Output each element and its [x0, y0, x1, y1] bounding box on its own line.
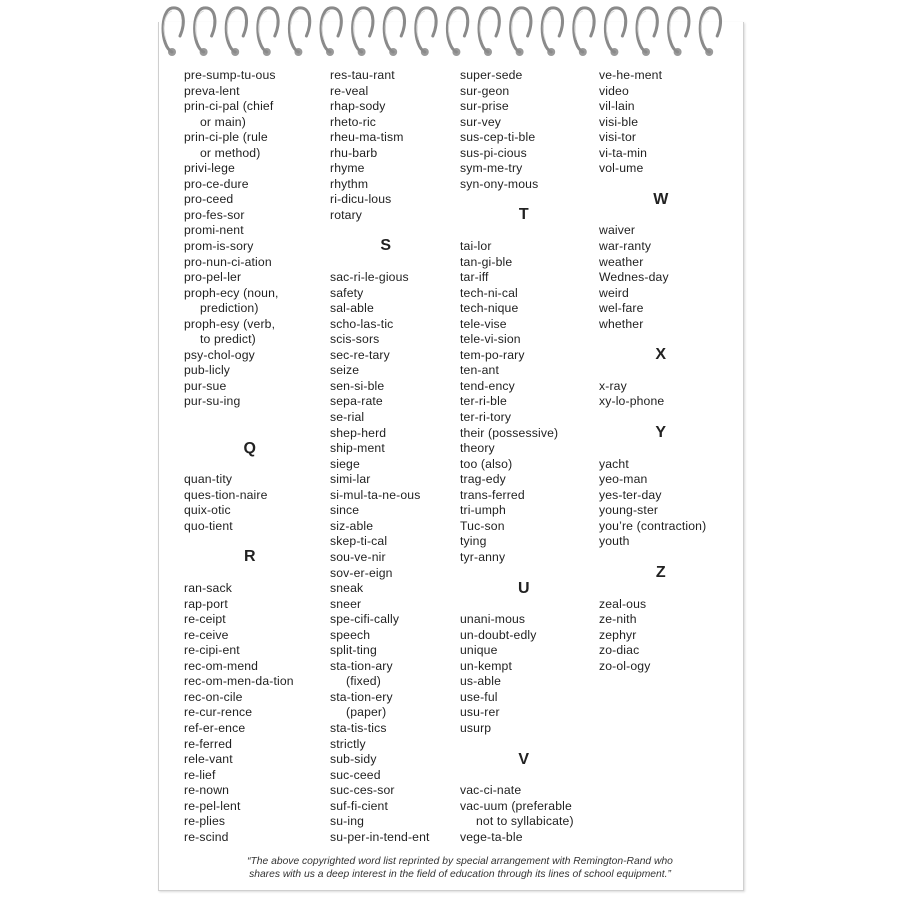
word-entry: ques-tion-naire — [184, 487, 268, 502]
spiral-coil — [289, 8, 309, 56]
word-entry: ter-ri-tory — [460, 410, 512, 425]
word-column-2 — [330, 68, 480, 845]
word-entry: ship-ment — [330, 441, 385, 456]
word-entry: their (possessive) — [460, 425, 559, 440]
spiral-coil — [542, 8, 562, 56]
word-entry: quix-otic — [184, 503, 231, 518]
word-entry: rec-on-cile — [184, 689, 243, 704]
word-entry: strictly — [330, 736, 366, 751]
word-entry: young-ster — [599, 503, 659, 518]
word-entry: skep-ti-cal — [330, 534, 388, 549]
word-entry: re-veal — [330, 83, 369, 98]
word-entry: ter-ri-ble — [460, 394, 507, 409]
word-entry: wel-fare — [599, 301, 644, 316]
word-entry: unique — [460, 643, 498, 658]
word-entry: ve-he-ment — [599, 68, 663, 82]
word-entry: re-plies — [184, 814, 226, 829]
section-letter-heading: U — [517, 579, 531, 597]
word-entry: un-doubt-edly — [460, 627, 537, 642]
spiral-coil — [353, 8, 373, 56]
word-entry: zo-ol-ogy — [599, 658, 651, 673]
word-entry: re-ceipt — [184, 612, 226, 627]
word-entry: too (also) — [460, 456, 513, 471]
word-entry: siege — [330, 456, 360, 471]
word-entry: sal-able — [330, 301, 374, 316]
word-entry: rec-om-men-da-tion — [184, 674, 294, 689]
spiral-binding-icon — [0, 0, 900, 70]
word-entry: tai-lor — [460, 239, 492, 254]
word-entry: pre-sump-tu-ous — [184, 68, 276, 82]
word-entry-continuation: (fixed) — [346, 674, 381, 689]
word-entry: tend-ency — [460, 378, 515, 393]
word-entry: sur-prise — [460, 99, 509, 114]
word-entry: pro-pel-ler — [184, 270, 242, 285]
word-entry: spe-cifi-cally — [330, 612, 400, 627]
word-entry: sac-ri-le-gious — [330, 270, 409, 285]
spiral-coil — [511, 8, 531, 56]
word-entry: rele-vant — [184, 752, 233, 767]
word-entry: se-rial — [330, 410, 365, 425]
word-entry: promi-nent — [184, 223, 244, 238]
word-entry: tar-iff — [460, 270, 489, 285]
word-entry: visi-ble — [599, 114, 639, 129]
word-entry: tying — [460, 534, 487, 549]
word-entry-continuation: or method) — [200, 145, 261, 160]
spiral-coil — [321, 8, 341, 56]
word-entry: suc-ces-sor — [330, 783, 395, 798]
spiral-coil — [416, 8, 436, 56]
word-entry: tan-gi-ble — [460, 254, 513, 269]
word-entry: sou-ve-nir — [330, 549, 386, 564]
word-entry: sepa-rate — [330, 394, 383, 409]
word-entry: unani-mous — [460, 612, 526, 627]
word-entry: re-lief — [184, 767, 216, 782]
word-entry: pro-ce-dure — [184, 176, 249, 191]
word-entry: sur-vey — [460, 114, 502, 129]
spiral-coil — [669, 8, 689, 56]
word-entry-continuation: not to syllabicate) — [476, 814, 574, 829]
word-entry: ri-dicu-lous — [330, 192, 392, 207]
word-entry: scho-las-tic — [330, 316, 394, 331]
word-entry: vege-ta-ble — [460, 829, 523, 844]
word-entry: re-pel-lent — [184, 798, 241, 813]
word-column-3 — [460, 68, 610, 845]
word-entry: sta-tion-ery — [330, 689, 393, 704]
word-entry: ref-er-ence — [184, 720, 246, 735]
copyright-footnote — [200, 855, 720, 881]
word-entry: quan-tity — [184, 472, 233, 487]
word-entry: tyr-anny — [460, 549, 506, 564]
word-entry: yeo-man — [599, 472, 648, 487]
spiral-coil — [479, 8, 499, 56]
word-entry: vil-lain — [599, 99, 635, 114]
word-entry: yes-ter-day — [599, 487, 662, 502]
word-entry: sneak — [330, 581, 364, 596]
spiral-coil — [258, 8, 278, 56]
word-entry: us-able — [460, 674, 502, 689]
word-entry: tem-po-rary — [460, 347, 525, 362]
word-entry: sov-er-eign — [330, 565, 393, 580]
word-entry: re-cur-rence — [184, 705, 253, 720]
word-entry: weather — [599, 254, 644, 269]
word-entry: sym-me-try — [460, 161, 523, 176]
word-entry: sen-si-ble — [330, 378, 385, 393]
word-entry: psy-chol-ogy — [184, 347, 255, 362]
word-entry: rheto-ric — [330, 114, 377, 129]
word-entry: tele-vise — [460, 316, 507, 331]
word-entry: split-ting — [330, 643, 377, 658]
section-letter-heading: R — [243, 548, 257, 566]
word-entry: privi-lege — [184, 161, 235, 176]
word-entry: theory — [460, 441, 495, 456]
word-entry: zephyr — [599, 627, 637, 642]
word-entry: syn-ony-mous — [460, 176, 539, 191]
word-entry: vac-ci-nate — [460, 783, 522, 798]
word-entry: vol-ume — [599, 161, 644, 176]
spiral-coil — [605, 8, 625, 56]
section-letter-heading: S — [380, 237, 392, 255]
word-entry-continuation: (paper) — [346, 705, 387, 720]
word-entry: speech — [330, 627, 371, 642]
word-entry: siz-able — [330, 518, 374, 533]
word-entry: rheu-ma-tism — [330, 130, 404, 145]
word-entry: safety — [330, 285, 364, 300]
word-entry: sus-pi-cious — [460, 145, 527, 160]
word-entry: ten-ant — [460, 363, 499, 378]
section-letter-heading: W — [653, 190, 669, 208]
word-entry: x-ray — [599, 378, 627, 393]
word-entry: re-ceive — [184, 627, 229, 642]
word-entry: waiver — [599, 223, 636, 238]
word-entry: xy-lo-phone — [599, 394, 665, 409]
word-entry: pro-fes-sor — [184, 207, 245, 222]
word-entry: use-ful — [460, 689, 498, 704]
word-entry: rhythm — [330, 176, 369, 191]
word-entry: vac-uum (preferable — [460, 798, 572, 813]
spiral-coil — [384, 8, 404, 56]
section-letter-heading: V — [518, 750, 530, 768]
word-entry: pur-su-ing — [184, 394, 241, 409]
spiral-coil — [447, 8, 467, 56]
word-entry-continuation: to predict) — [200, 332, 256, 347]
spiral-coil — [195, 8, 215, 56]
word-entry: suf-fi-cient — [330, 798, 389, 813]
word-entry: Wednes-day — [599, 270, 669, 285]
word-entry: youth — [599, 534, 630, 549]
word-entry: rotary — [330, 207, 363, 222]
spiral-coil — [637, 8, 657, 56]
word-entry: rec-om-mend — [184, 658, 259, 673]
word-entry: sub-sidy — [330, 752, 377, 767]
word-entry: pub-licly — [184, 363, 231, 378]
word-entry: suc-ceed — [330, 767, 381, 782]
word-entry: visi-tor — [599, 130, 637, 145]
word-entry: trans-ferred — [460, 487, 525, 502]
word-entry: su-ing — [330, 814, 365, 829]
word-entry: re-cipi-ent — [184, 643, 240, 658]
word-entry: usu-rer — [460, 705, 500, 720]
word-entry: ran-sack — [184, 581, 232, 596]
word-entry: sec-re-tary — [330, 347, 390, 362]
word-entry: prom-is-sory — [184, 239, 254, 254]
word-entry: video — [599, 83, 629, 98]
word-entry: simi-lar — [330, 472, 371, 487]
word-entry: quo-tient — [184, 518, 233, 533]
word-entry: tri-umph — [460, 503, 506, 518]
spacer — [184, 410, 334, 426]
word-entry: proph-ecy (noun, — [184, 285, 279, 300]
word-entry: re-ferred — [184, 736, 233, 751]
word-entry: si-mul-ta-ne-ous — [330, 487, 421, 502]
footnote-line-2: shares with us a deep interest in the field of education through its lines of school equipment.” — [249, 869, 671, 880]
word-entry: shep-herd — [330, 425, 387, 440]
word-entry: sta-tis-tics — [330, 720, 387, 735]
word-entry: pro-ceed — [184, 192, 234, 207]
word-entry: sur-geon — [460, 83, 510, 98]
word-entry: sta-tion-ary — [330, 658, 393, 673]
word-entry: sneer — [330, 596, 362, 611]
word-entry: scis-sors — [330, 332, 380, 347]
spiral-coil — [163, 8, 183, 56]
word-entry: super-sede — [460, 68, 523, 82]
word-entry: un-kempt — [460, 658, 513, 673]
word-entry: you’re (contraction) — [599, 518, 707, 533]
word-entry: seize — [330, 363, 360, 378]
section-letter-heading: Q — [243, 439, 257, 457]
word-entry: sus-cep-ti-ble — [460, 130, 536, 145]
word-column-1 — [184, 68, 334, 845]
word-entry: zo-diac — [599, 643, 640, 658]
word-entry-continuation: prediction) — [200, 301, 259, 316]
spiral-coil — [226, 8, 246, 56]
word-entry: re-scind — [184, 829, 229, 844]
section-letter-heading: Z — [655, 563, 667, 581]
spiral-coil — [700, 8, 720, 56]
word-entry: su-per-in-tend-ent — [330, 829, 430, 844]
word-entry: whether — [599, 316, 644, 331]
word-entry: res-tau-rant — [330, 68, 395, 82]
word-entry: pro-nun-ci-ation — [184, 254, 272, 269]
word-entry: rhap-sody — [330, 99, 386, 114]
word-entry: pur-sue — [184, 378, 227, 393]
word-entry: rhyme — [330, 161, 365, 176]
word-entry: zeal-ous — [599, 596, 647, 611]
word-column-4 — [599, 68, 749, 674]
word-entry: rhu-barb — [330, 145, 378, 160]
footnote-line-1: “The above copyrighted word list reprinted by special arrangement with Remington-Rand who — [247, 856, 673, 867]
word-entry: prin-ci-pal (chief — [184, 99, 274, 114]
word-entry: rap-port — [184, 596, 228, 611]
word-entry: vi-ta-min — [599, 145, 648, 160]
word-entry: yacht — [599, 456, 629, 471]
word-entry: proph-esy (verb, — [184, 316, 276, 331]
spiral-coil — [574, 8, 594, 56]
word-entry: re-nown — [184, 783, 230, 798]
section-letter-heading: T — [518, 206, 530, 224]
word-entry: Tuc-son — [460, 518, 505, 533]
word-entry: tech-nique — [460, 301, 519, 316]
word-entry: since — [330, 503, 360, 518]
word-entry: weird — [599, 285, 629, 300]
word-entry: prin-ci-ple (rule — [184, 130, 268, 145]
word-entry: trag-edy — [460, 472, 506, 487]
word-entry: tele-vi-sion — [460, 332, 521, 347]
word-entry: war-ranty — [599, 239, 652, 254]
section-letter-heading: Y — [655, 424, 667, 442]
word-entry: tech-ni-cal — [460, 285, 518, 300]
section-letter-heading: X — [655, 346, 667, 364]
word-entry: preva-lent — [184, 83, 240, 98]
word-entry: usurp — [460, 720, 492, 735]
word-entry-continuation: or main) — [200, 114, 246, 129]
word-entry: ze-nith — [599, 612, 637, 627]
